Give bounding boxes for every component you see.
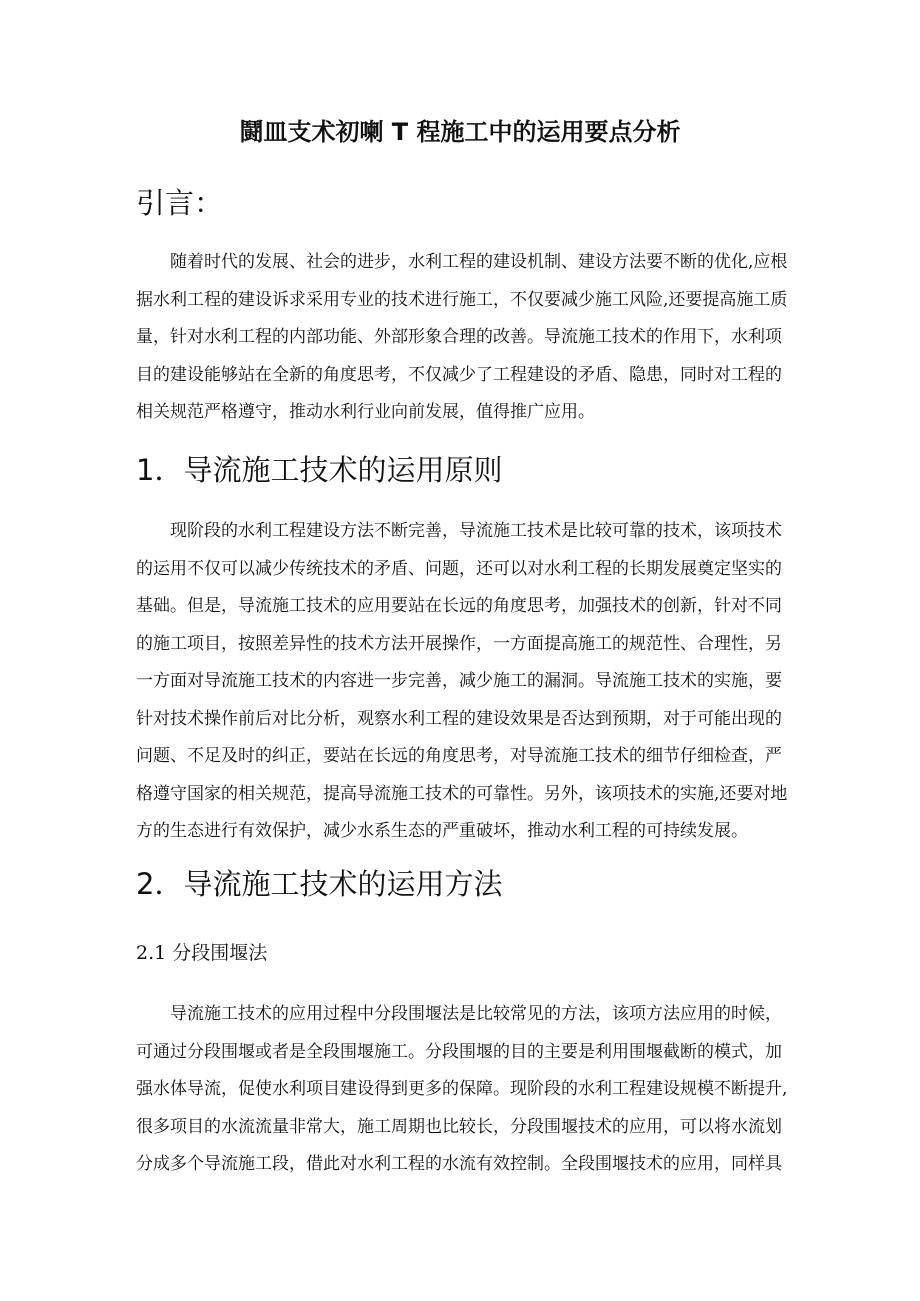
paragraph-line: 方的生态进行有效保护，减少水系生态的严重破坏，推动水利工程的可持续发展。 bbox=[136, 821, 748, 841]
paragraph-line: 分成多个导流施工段，借此对水利工程的水流有效控制。全段围堰技术的应用，同样具 bbox=[136, 1154, 782, 1174]
paragraph-line: 导流施工技术的应用过程中分段围堰法是比较常见的方法，该项方法应用的时候， bbox=[170, 1004, 782, 1024]
paragraph-line: 很多项目的水流流量非常大，施工周期也比较长，分段围堰技术的应用，可以将水流划 bbox=[136, 1116, 782, 1137]
paragraph-line: 一方面对导流施工技术的内容进一步完善，减少施工的漏洞。导流施工技术的实施，要 bbox=[136, 671, 782, 691]
section-2-heading: 2．导流施工技术的运用方法 bbox=[136, 867, 503, 901]
section-1-paragraph bbox=[136, 513, 796, 851]
section-2-1-heading: 2.1 分段围堰法 bbox=[136, 942, 268, 964]
paragraph-line: 格遵守国家的相关规范，提高导流施工技术的可靠性。另外，该项技术的实施,还要对地 bbox=[136, 783, 788, 804]
paragraph-line: 基础。但是，导流施工技术的应用要站在长远的角度思考，加强技术的创新，针对不同 bbox=[136, 596, 782, 616]
paragraph-line: 目的建设能够站在全新的角度思考，不仅减少了工程建设的矛盾、隐患，同时对工程的 bbox=[136, 364, 782, 385]
paragraph-line: 可通过分段围堰或者是全段围堰施工。分段围堰的目的主要是利用围堰截断的模式，加 bbox=[136, 1041, 782, 1062]
paragraph-line: 据水利工程的建设诉求采用专业的技术进行施工，不仅要减少施工风险,还要提高施工质 bbox=[136, 289, 788, 310]
section-2-1-paragraph bbox=[136, 996, 796, 1184]
paragraph-line: 量，针对水利工程的内部功能、外部形象合理的改善。导流施工技术的作用下，水利项 bbox=[136, 327, 782, 347]
paragraph-line: 的施工项目，按照差异性的技术方法开展操作，一方面提高施工的规范性、合理性，另 bbox=[136, 633, 782, 654]
paragraph-line: 的运用不仅可以减少传统技术的矛盾、问题，还可以对水利工程的长期发展奠定坚实的 bbox=[136, 558, 782, 579]
paragraph-line: 随着时代的发展、社会的进步，水利工程的建设机制、建设方法要不断的优化,应根 bbox=[170, 252, 788, 272]
paragraph-line: 针对技术操作前后对比分析，观察水利工程的建设效果是否达到预期，对于可能出现的 bbox=[136, 708, 782, 729]
paragraph-line: 问题、不足及时的纠正，要站在长远的角度思考，对导流施工技术的细节仔细检查，严 bbox=[136, 746, 782, 766]
intro-heading: 引言： bbox=[136, 186, 224, 220]
paragraph-line: 相关规范严格遵守，推动水利行业向前发展，值得推广应用。 bbox=[136, 402, 595, 422]
section-1-heading: 1．导流施工技术的运用原则 bbox=[136, 453, 503, 487]
paragraph-line: 现阶段的水利工程建设方法不断完善，导流施工技术是比较可靠的技术，该项技术 bbox=[170, 521, 782, 541]
paragraph-line: 强水体导流，促使水利项目建设得到更多的保障。现阶段的水利工程建设规模不断提升, bbox=[136, 1079, 788, 1099]
document-title: 鬪皿支术初喇 T 程施工中的运用要点分析 bbox=[239, 118, 681, 146]
intro-paragraph bbox=[136, 244, 796, 432]
